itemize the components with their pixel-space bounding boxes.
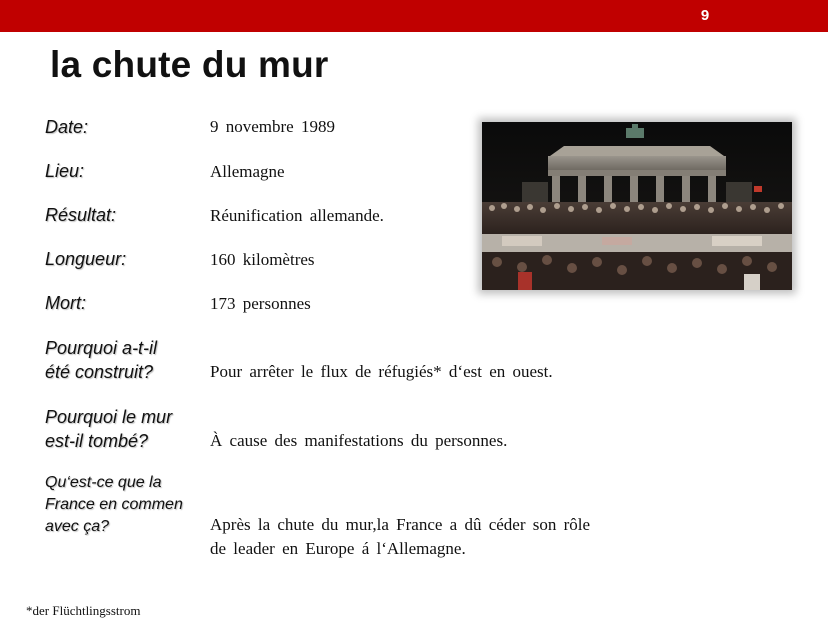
slide-number: 9 [700,7,710,24]
label-line: avec ça? [45,518,110,535]
label-line: Qu‘est-ce que la [45,474,162,491]
label-line: est-il tombé? [45,431,149,451]
label-mort: Mort: [45,293,87,313]
label-date: Date: [45,117,89,137]
value-france [210,513,590,561]
label-line: Pourquoi le mur [45,407,173,427]
footnote: *der Flüchtlingsstrom [26,603,141,618]
value-pourquoi-tombe: À cause des manifestations du personnes. [210,431,508,450]
value-longueur: 160 kilomètres [210,250,315,269]
label-line: été construit? [45,362,154,382]
value-lieu: Allemagne [210,162,285,181]
label-line: France en commen [45,496,183,513]
photo-illustration [482,122,792,290]
brandenburg-gate-photo [482,122,792,290]
label-resultat: Résultat: [45,205,117,225]
label-lieu: Lieu: [45,161,85,181]
value-line: de leader en Europe á l‘Allemagne. [210,539,466,558]
value-date: 9 novembre 1989 [210,117,335,136]
label-france [45,472,183,538]
label-line: Pourquoi a-t-il [45,338,158,358]
value-resultat: Réunification allemande. [210,206,384,225]
label-pourquoi-construit [45,336,157,384]
slide-title: la chute du mur [50,44,329,85]
value-line: Après la chute du mur,la France a dû céder son rôle [210,515,591,534]
value-mort: 173 personnes [210,294,311,313]
value-pourquoi-construit: Pour arrêter le flux de réfugiés* d‘est en ouest. [210,362,553,381]
label-pourquoi-tombe [45,405,172,453]
label-longueur: Longueur: [45,249,127,269]
